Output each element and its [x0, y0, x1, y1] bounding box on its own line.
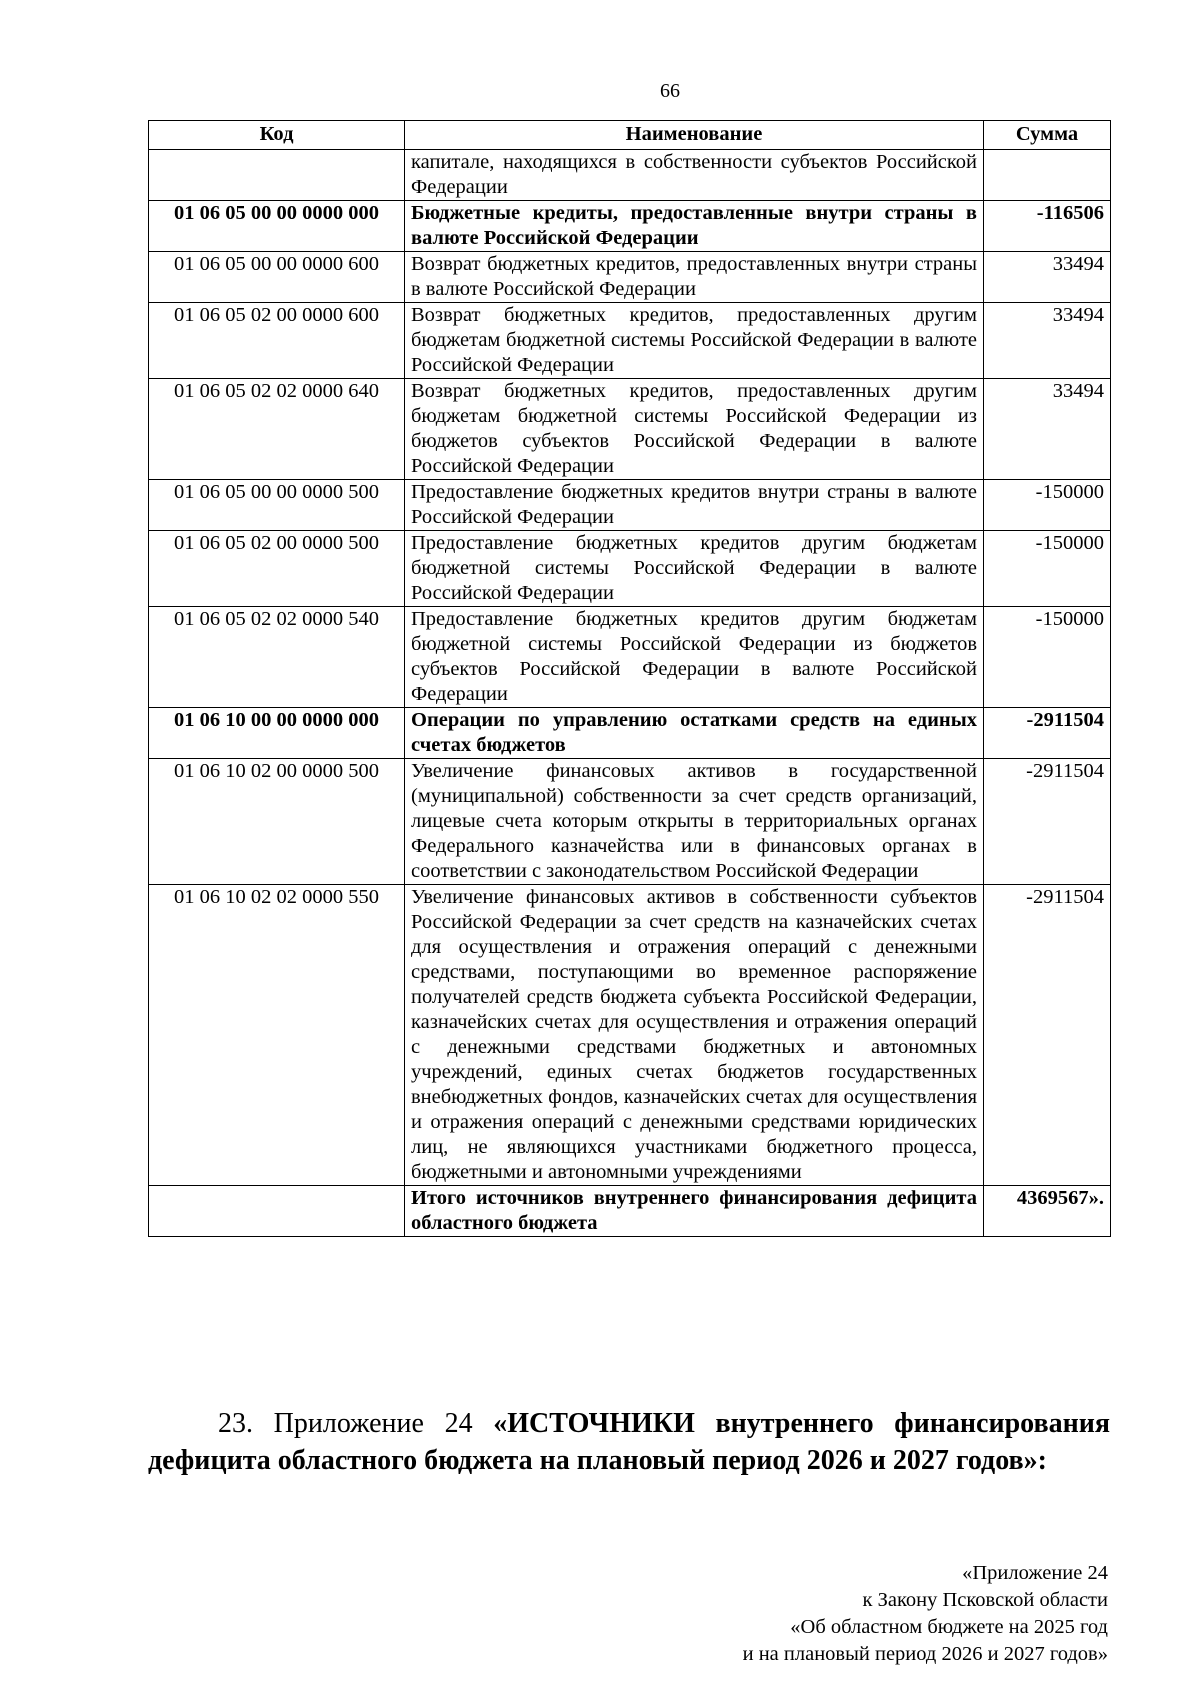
sum-cell: -150000 [984, 531, 1111, 607]
code-cell [149, 1186, 405, 1237]
table-row [149, 885, 1111, 1186]
code-cell: 01 06 10 00 00 0000 000 [149, 708, 405, 759]
code-cell: 01 06 05 00 00 0000 600 [149, 252, 405, 303]
name-cell: Итого источников внутреннего финансирования дефицита областного бюджета [405, 1186, 984, 1237]
table-row [149, 607, 1111, 708]
sum-cell: -150000 [984, 607, 1111, 708]
table-row [149, 1186, 1111, 1237]
sum-cell: -116506 [984, 201, 1111, 252]
code-cell: 01 06 05 02 00 0000 500 [149, 531, 405, 607]
sum-cell: 33494 [984, 303, 1111, 379]
name-cell: Увеличение финансовых активов в собственности субъектов Российской Федерации за счет средств на казначейских счетах для осуществления и отражения операций с денежными средствами, поступающими во временное распоряжение получателей средств бюджета субъекта Российской Федерации, казначейских счетах для осуществления и отражения операций с денежными средствами бюджетных и автономных учреждений, единых счетах бюджетов государственных внебюджетных фондов, казначейских счетах для осуществления и отражения операций с денежными средствами юридических лиц, не являющихся участниками бюджетного процесса, бюджетными и автономными учреждениями [405, 885, 984, 1186]
name-cell: Предоставление бюджетных кредитов другим бюджетам бюджетной системы Российской Федерации из бюджетов субъектов Российской Федерации в валюте Российской Федерации [405, 607, 984, 708]
table-row [149, 480, 1111, 531]
appendix-header-line: и на плановый период 2026 и 2027 годов» [742, 1643, 1108, 1665]
table-row [149, 531, 1111, 607]
sum-cell: -2911504 [984, 708, 1111, 759]
table-row [149, 252, 1111, 303]
name-cell: Бюджетные кредиты, предоставленные внутри страны в валюте Российской Федерации [405, 201, 984, 252]
appendix-header-line: «Приложение 24 [962, 1562, 1108, 1584]
name-cell: Возврат бюджетных кредитов, предоставленных другим бюджетам бюджетной системы Российской Федерации из бюджетов субъектов Российской Федерации в валюте Российской Федерации [405, 379, 984, 480]
table-row [149, 708, 1111, 759]
name-cell: Предоставление бюджетных кредитов внутри страны в валюте Российской Федерации [405, 480, 984, 531]
code-cell: 01 06 05 02 00 0000 600 [149, 303, 405, 379]
code-cell: 01 06 10 02 00 0000 500 [149, 759, 405, 885]
code-cell: 01 06 05 02 02 0000 540 [149, 607, 405, 708]
table-body [149, 150, 1111, 1237]
name-cell: Операции по управлению остатками средств на единых счетах бюджетов [405, 708, 984, 759]
name-cell: капитале, находящихся в собственности субъектов Российской Федерации [405, 150, 984, 201]
table-header-row [149, 121, 1111, 150]
appendix-header-line: «Об областном бюджете на 2025 год [790, 1616, 1108, 1638]
code-cell: 01 06 05 00 00 0000 000 [149, 201, 405, 252]
sum-cell: -150000 [984, 480, 1111, 531]
name-cell: Возврат бюджетных кредитов, предоставленных другим бюджетам бюджетной системы Российской Федерации в валюте Российской Федерации [405, 303, 984, 379]
appendix-header [743, 1560, 1108, 1668]
code-cell: 01 06 05 02 02 0000 640 [149, 379, 405, 480]
page-number: 66 [660, 80, 680, 102]
name-cell: Увеличение финансовых активов в государственной (муниципальной) собственности за счет средств организаций, лицевые счета которым открыты в территориальных органах Федерального казначейства или в финансовых органах в соответствии с законодательством Российской Федерации [405, 759, 984, 885]
sum-cell: 33494 [984, 379, 1111, 480]
item-23-prefix: 23. Приложение 24 [218, 1408, 494, 1439]
table-row [149, 303, 1111, 379]
code-cell: 01 06 05 00 00 0000 500 [149, 480, 405, 531]
sum-cell: -2911504 [984, 885, 1111, 1186]
table-row [149, 759, 1111, 885]
sum-cell [984, 150, 1111, 201]
financing-sources-table [148, 120, 1111, 1237]
name-cell: Предоставление бюджетных кредитов другим бюджетам бюджетной системы Российской Федерации в валюте Российской Федерации [405, 531, 984, 607]
table-row [149, 379, 1111, 480]
code-cell [149, 150, 405, 201]
code-cell: 01 06 10 02 02 0000 550 [149, 885, 405, 1186]
sum-cell: 33494 [984, 252, 1111, 303]
table-row [149, 201, 1111, 252]
item-23-paragraph [148, 1405, 1110, 1479]
header-sum: Сумма [984, 121, 1111, 150]
table-row [149, 150, 1111, 201]
name-cell: Возврат бюджетных кредитов, предоставленных внутри страны в валюте Российской Федерации [405, 252, 984, 303]
header-code: Код [149, 121, 405, 150]
sum-cell: -2911504 [984, 759, 1111, 885]
sum-cell: 4369567». [984, 1186, 1111, 1237]
appendix-header-line: к Закону Псковской области [862, 1589, 1108, 1611]
header-name: Наименование [405, 121, 984, 150]
item-23-title: «ИСТОЧНИКИ внутреннего финансирования дефицита областного бюджета на плановый период 2026 и 2027 годов»: [148, 1408, 1110, 1476]
